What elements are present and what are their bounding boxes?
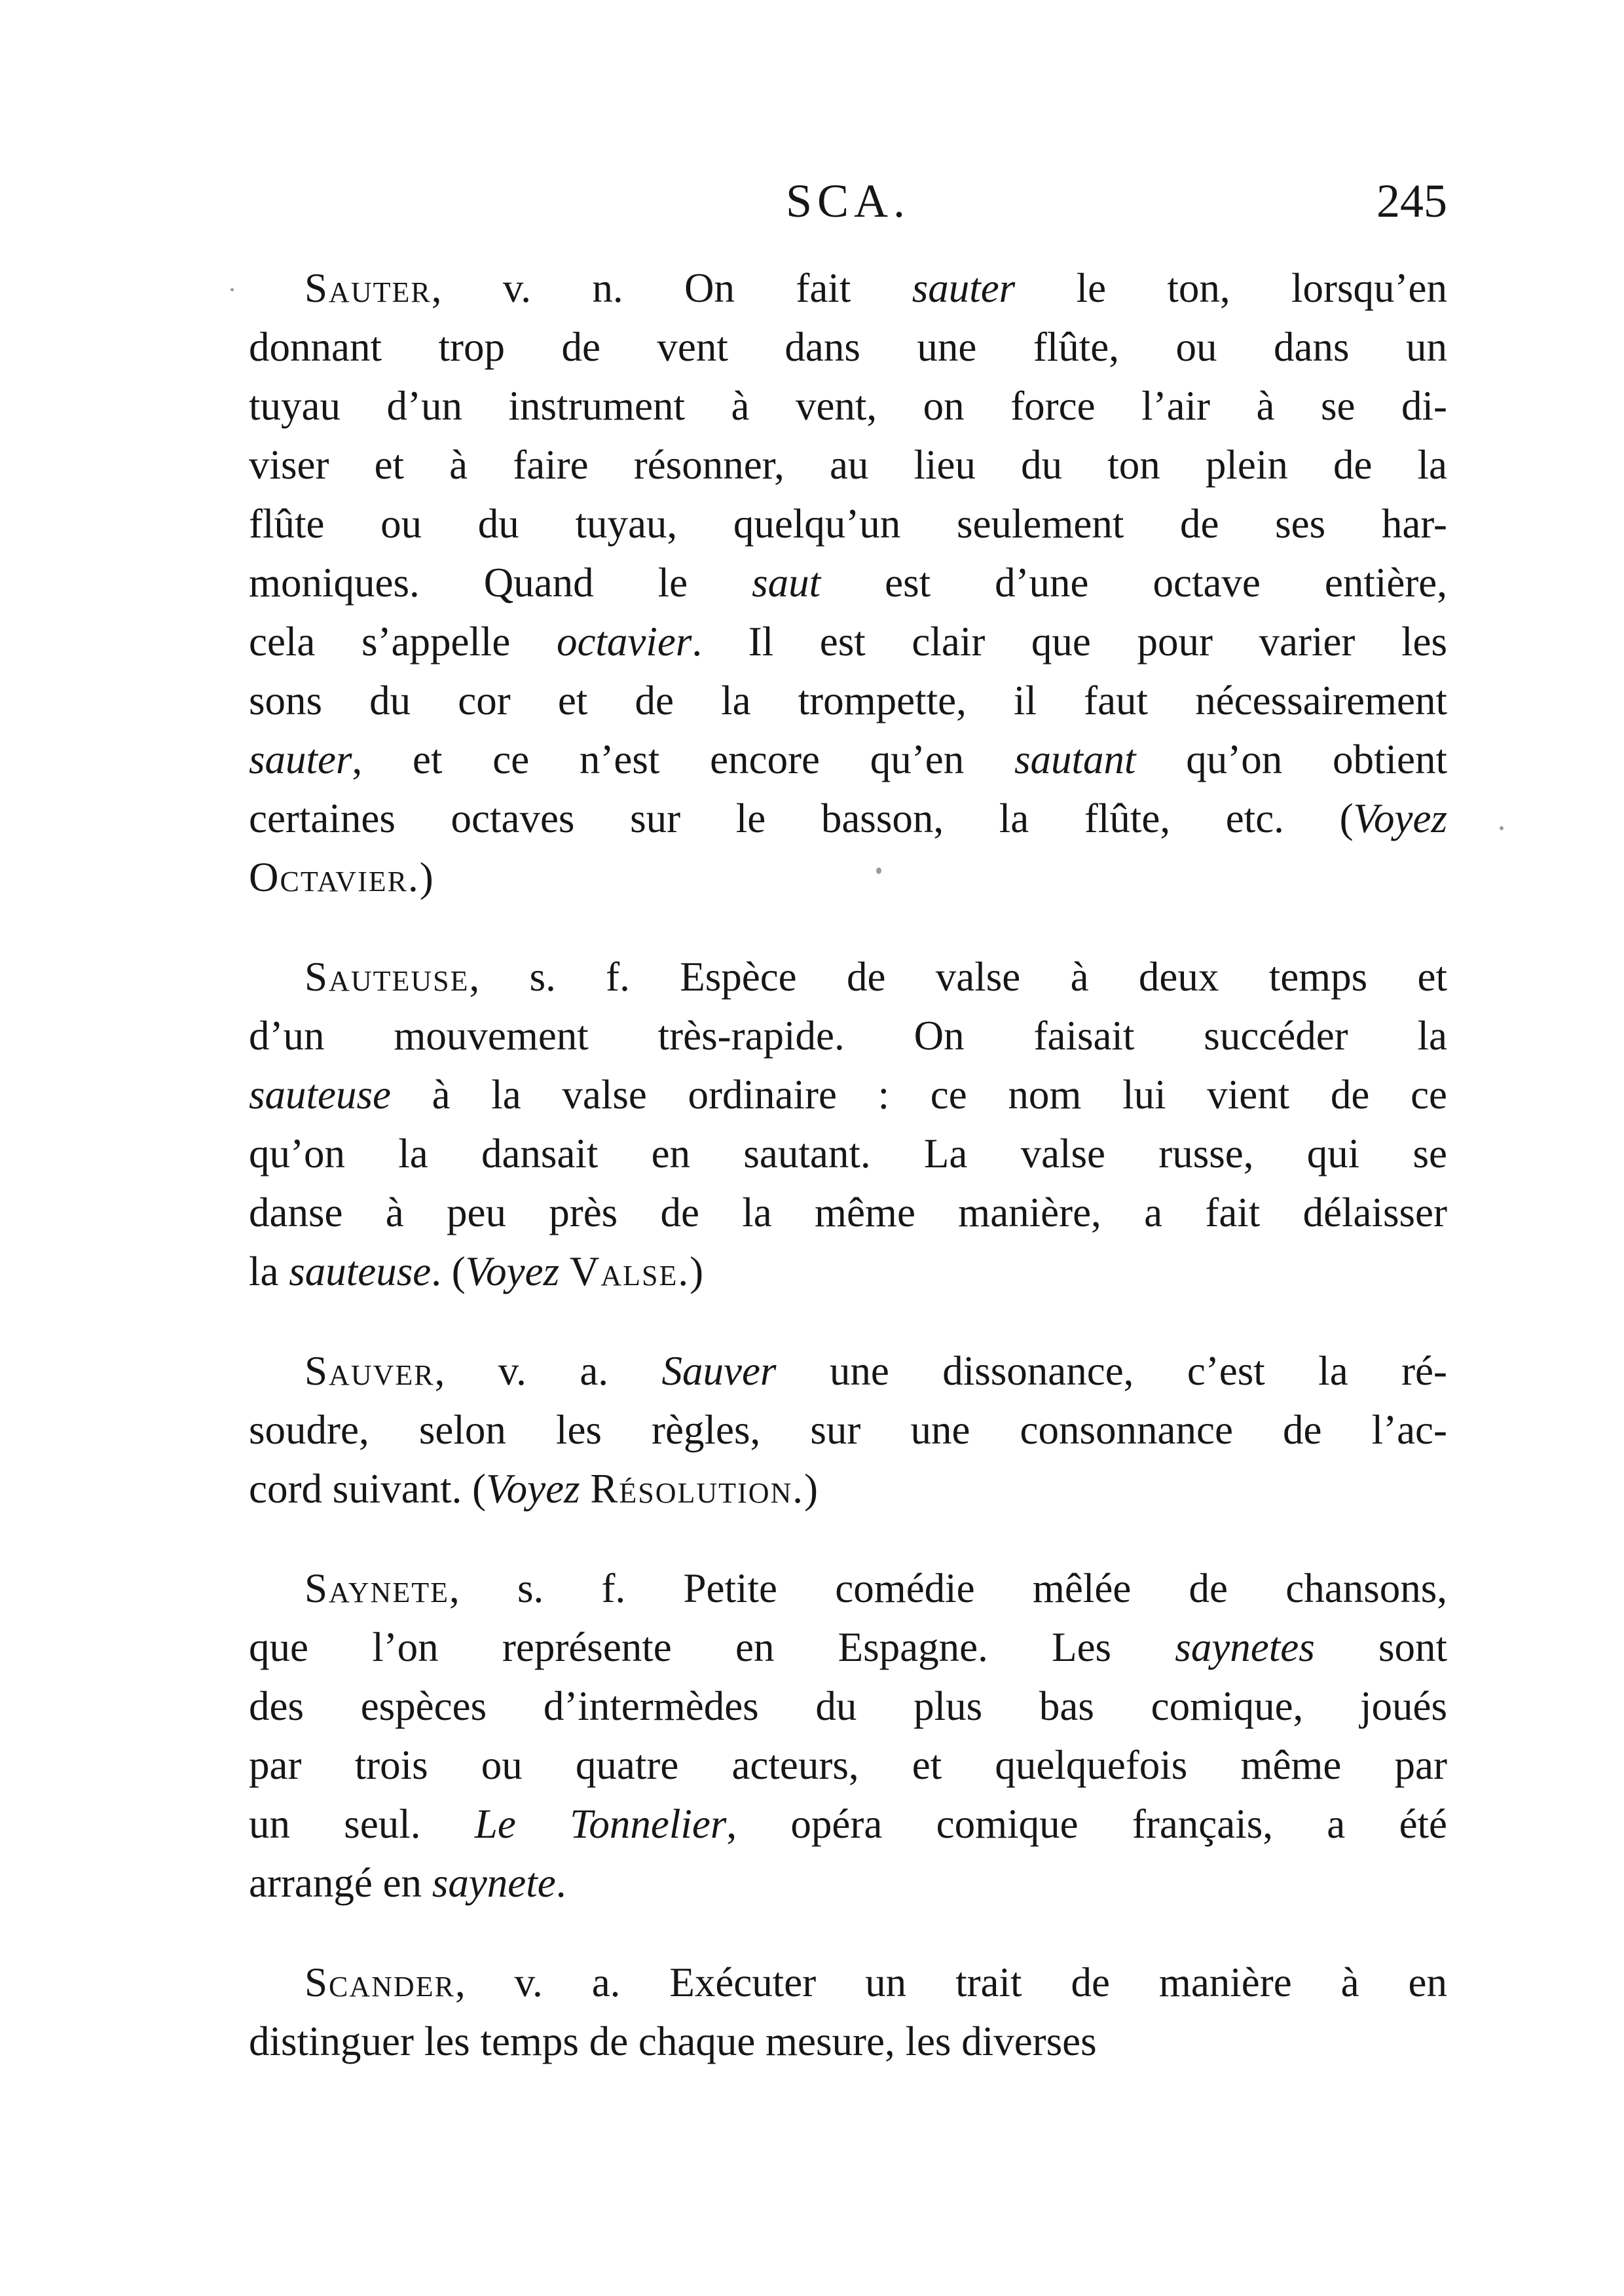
text-line — [249, 1677, 1447, 1736]
italic-text: octavier — [556, 619, 692, 665]
text-run: arrangé en — [249, 1860, 432, 1906]
text-line — [249, 553, 1447, 612]
italic-text: sautant — [1014, 737, 1136, 782]
text-line — [249, 947, 1447, 1006]
text-line — [249, 848, 1447, 907]
headword: Scander — [304, 1959, 455, 2005]
headword: Sauver — [304, 1348, 435, 1394]
italic-text: sauteuse — [289, 1248, 432, 1294]
text-line — [249, 1400, 1447, 1459]
italic-text: saynete — [432, 1860, 556, 1906]
text-line — [249, 671, 1447, 730]
italic-text: Voyez — [486, 1466, 580, 1512]
text-run: danse à peu près de la même manière, a fait délaisser — [249, 1190, 1447, 1235]
text-run: la — [249, 1248, 289, 1294]
text-run: par trois ou quatre acteurs, et quelquefois même par — [249, 1742, 1447, 1788]
text-run: , opéra comique français, a été — [726, 1801, 1448, 1847]
text-run: ) — [804, 1466, 818, 1512]
italic-text: Voyez — [465, 1248, 560, 1294]
text-line — [249, 435, 1447, 494]
text-run: qu’on obtient — [1135, 737, 1447, 782]
dictionary-body — [249, 259, 1447, 2111]
text-run: cela s’appelle — [249, 619, 557, 665]
text-run: , s. f. Petite comédie mêlée de chansons, — [449, 1565, 1447, 1611]
text-line — [249, 1559, 1447, 1618]
text-run — [580, 1466, 591, 1512]
italic-text: Sauver — [661, 1348, 777, 1394]
text-run: cord suivant. ( — [249, 1466, 487, 1512]
text-line — [249, 612, 1447, 671]
text-line — [249, 318, 1447, 376]
text-run: soudre, selon les règles, sur une consonnance de l’ac- — [249, 1407, 1447, 1453]
text-line — [249, 494, 1447, 553]
text-line — [249, 1341, 1447, 1400]
italic-text: sauteuse — [249, 1072, 391, 1118]
section-header: SCA. — [785, 175, 911, 227]
text-line — [249, 1124, 1447, 1183]
text-line — [249, 1618, 1447, 1677]
text-run: est d’une octave entière, — [821, 560, 1447, 606]
text-line — [249, 1006, 1447, 1065]
headword: Saynete — [304, 1565, 449, 1611]
headword: Sauter — [304, 265, 432, 311]
text-run: , s. f. Espèce de valse à deux temps et — [469, 954, 1447, 1000]
text-run: ) — [419, 854, 434, 900]
text-run: moniques. Quand le — [249, 560, 752, 606]
italic-text: sauter — [912, 265, 1016, 311]
italic-text: saut — [752, 560, 821, 606]
cross-reference: Octavier. — [249, 854, 420, 900]
paper-speck — [876, 867, 881, 874]
text-line — [249, 1736, 1447, 1795]
running-head — [249, 172, 1447, 230]
cross-reference: Résolution. — [590, 1466, 805, 1512]
text-run: , v. a. Exécuter un trait de manière à en — [454, 1959, 1447, 2005]
cross-reference: Valse. — [569, 1248, 690, 1294]
text-run: le ton, lorsqu’en — [1015, 265, 1447, 311]
text-run: des espèces d’intermèdes du plus bas comique, joués — [249, 1683, 1447, 1729]
text-run: sons du cor et de la trompette, il faut nécessairement — [249, 678, 1447, 723]
text-run: ) — [690, 1248, 704, 1294]
text-line — [249, 730, 1447, 789]
text-run — [559, 1248, 570, 1294]
entry-sauver — [249, 1341, 1447, 1518]
text-line — [249, 1242, 1447, 1301]
text-line — [249, 789, 1447, 848]
italic-text: sauter — [249, 737, 352, 782]
entry-saynete — [249, 1559, 1447, 1912]
text-run: que l’on représente en Espagne. Les — [249, 1624, 1175, 1670]
paper-speck — [231, 288, 234, 291]
text-run: , v. n. On fait — [431, 265, 912, 311]
text-run: donnant trop de vent dans une flûte, ou dans un — [249, 324, 1447, 370]
text-line — [249, 376, 1447, 435]
text-line — [249, 259, 1447, 318]
text-run: , v. a. — [434, 1348, 662, 1394]
text-line — [249, 1795, 1447, 1853]
text-run: à la valse ordinaire : ce nom lui vient de ce — [390, 1072, 1447, 1118]
text-run: . — [555, 1860, 566, 1906]
text-run: qu’on la dansait en sautant. La valse russe, qui se — [249, 1131, 1447, 1176]
italic-text: Le Tonnelier — [474, 1801, 727, 1847]
text-line — [249, 1853, 1447, 1912]
text-line — [249, 1459, 1447, 1518]
text-run: . Il est clair que pour varier les — [692, 619, 1447, 665]
text-line — [249, 1953, 1447, 2012]
entry-sauteuse — [249, 947, 1447, 1301]
text-run: distinguer les temps de chaque mesure, les diverses — [249, 2018, 1097, 2064]
italic-text: saynetes — [1175, 1624, 1315, 1670]
text-run: flûte ou du tuyau, quelqu’un seulement de ses har- — [249, 501, 1447, 547]
text-line — [249, 1183, 1447, 1242]
entry-scander — [249, 1953, 1447, 2071]
italic-text: Voyez — [1353, 795, 1447, 841]
text-run: viser et à faire résonner, au lieu du ton plein de la — [249, 442, 1447, 488]
text-run: . ( — [431, 1248, 466, 1294]
text-line — [249, 2012, 1447, 2071]
text-run: d’un mouvement très-rapide. On faisait succéder la — [249, 1013, 1447, 1059]
text-run: tuyau d’un instrument à vent, on force l’air à se di- — [249, 383, 1447, 429]
text-run: sont — [1314, 1624, 1447, 1670]
text-run: certaines octaves sur le basson, la flûte, etc. ( — [249, 795, 1354, 841]
text-run: une dissonance, c’est la ré- — [776, 1348, 1447, 1394]
headword: Sauteuse — [304, 954, 470, 1000]
text-run: , et ce n’est encore qu’en — [352, 737, 1014, 782]
entry-sauter — [249, 259, 1447, 907]
text-line — [249, 1065, 1447, 1124]
paper-speck — [1500, 826, 1504, 830]
page-number: 245 — [1376, 175, 1447, 227]
text-run: un seul. — [249, 1801, 475, 1847]
